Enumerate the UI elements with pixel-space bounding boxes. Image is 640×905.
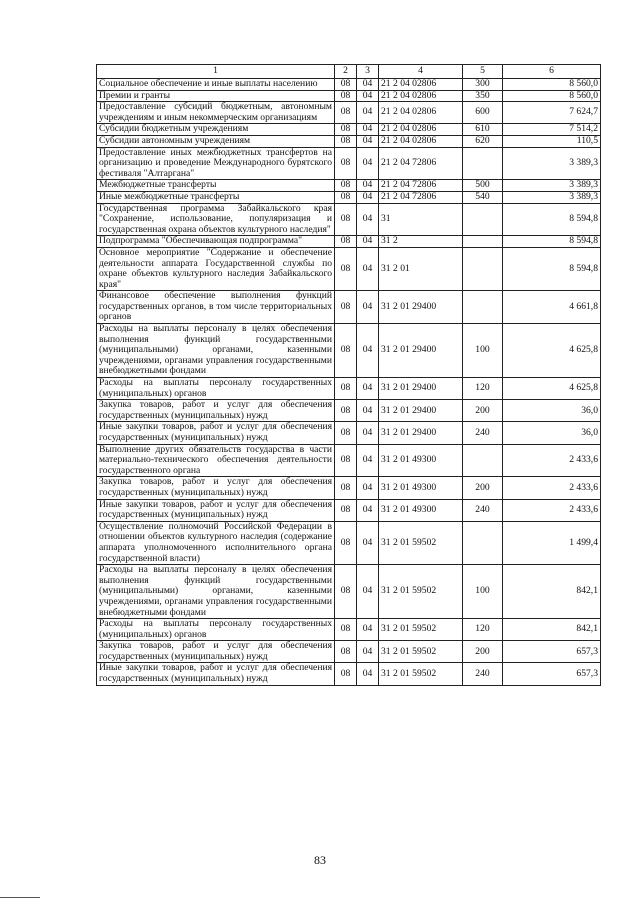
target-code-cell: 21 2 04 02806 <box>379 79 463 91</box>
row-name-cell: Государственная программа Забайкальского края "Сохранение, использование, популяризация и государственная охрана объектов культурного наследия" <box>97 203 335 236</box>
target-code-cell: 21 2 04 72806 <box>379 191 463 203</box>
amount-cell: 4 625,8 <box>503 378 601 400</box>
subsection-cell: 04 <box>357 180 379 192</box>
target-code-cell: 31 2 01 29400 <box>379 422 463 444</box>
subsection-cell: 04 <box>357 444 379 477</box>
row-name-cell: Закупка товаров, работ и услуг для обеспечения государственных (муниципальных) нужд <box>97 477 335 499</box>
section-cell: 08 <box>335 90 357 102</box>
section-cell: 08 <box>335 444 357 477</box>
row-name-cell: Закупка товаров, работ и услуг для обеспечения государственных (муниципальных) нужд <box>97 641 335 663</box>
table-row <box>97 291 601 324</box>
scan-edge-line <box>0 897 40 898</box>
amount-cell: 36,0 <box>503 400 601 422</box>
section-cell: 08 <box>335 324 357 378</box>
section-cell: 08 <box>335 400 357 422</box>
expense-type-cell: 120 <box>463 378 503 400</box>
row-name-cell: Расходы на выплаты персоналу в целях обеспечения выполнения функций государственными (муниципальными) органами, казенными учреждениями, органами управления государственными внебюджетными фондами <box>97 565 335 619</box>
subsection-cell: 04 <box>357 79 379 91</box>
header-cell: 1 <box>97 65 335 79</box>
row-name-cell: Основное мероприятие "Содержание и обеспечение деятельности аппарата Государственной службы по охране объектов культурного наследия Забайкальского края" <box>97 247 335 290</box>
amount-cell: 657,3 <box>503 641 601 663</box>
subsection-cell: 04 <box>357 147 379 180</box>
subsection-cell: 04 <box>357 291 379 324</box>
target-code-cell: 31 2 01 49300 <box>379 477 463 499</box>
table-row <box>97 124 601 136</box>
target-code-cell: 31 2 01 29400 <box>379 400 463 422</box>
expense-type-cell: 240 <box>463 422 503 444</box>
target-code-cell: 31 2 01 29400 <box>379 324 463 378</box>
table-row <box>97 641 601 663</box>
section-cell: 08 <box>335 102 357 124</box>
amount-cell: 4 625,8 <box>503 324 601 378</box>
expense-type-cell <box>463 236 503 248</box>
amount-cell: 3 389,3 <box>503 191 601 203</box>
amount-cell: 2 433,6 <box>503 477 601 499</box>
subsection-cell: 04 <box>357 641 379 663</box>
amount-cell: 3 389,3 <box>503 147 601 180</box>
expense-type-cell <box>463 444 503 477</box>
subsection-cell: 04 <box>357 565 379 619</box>
row-name-cell: Социальное обеспечение и иные выплаты населению <box>97 79 335 91</box>
subsection-cell: 04 <box>357 236 379 248</box>
row-name-cell: Предоставление субсидий бюджетным, автономным учреждениям и иным некоммерческим организациям <box>97 102 335 124</box>
table-row <box>97 324 601 378</box>
target-code-cell: 21 2 04 02806 <box>379 135 463 147</box>
subsection-cell: 04 <box>357 324 379 378</box>
amount-cell: 2 433,6 <box>503 499 601 521</box>
expense-type-cell: 600 <box>463 102 503 124</box>
amount-cell: 8 594,8 <box>503 247 601 290</box>
table-row <box>97 102 601 124</box>
row-name-cell: Осуществление полномочий Российской Федерации в отношении объектов культурного наследия (содержание аппарата уполномоченного исполнительного органа государственной власти) <box>97 521 335 564</box>
expense-type-cell: 500 <box>463 180 503 192</box>
table-row <box>97 79 601 91</box>
expense-type-cell <box>463 147 503 180</box>
expense-type-cell: 540 <box>463 191 503 203</box>
row-name-cell: Иные закупки товаров, работ и услуг для обеспечения государственных (муниципальных) нужд <box>97 422 335 444</box>
table-row <box>97 565 601 619</box>
amount-cell: 8 560,0 <box>503 79 601 91</box>
subsection-cell: 04 <box>357 203 379 236</box>
expense-type-cell: 240 <box>463 499 503 521</box>
section-cell: 08 <box>335 247 357 290</box>
amount-cell: 842,1 <box>503 619 601 641</box>
row-name-cell: Иные межбюджетные трансферты <box>97 191 335 203</box>
header-cell: 2 <box>335 65 357 79</box>
subsection-cell: 04 <box>357 521 379 564</box>
expense-type-cell: 620 <box>463 135 503 147</box>
table-row <box>97 191 601 203</box>
header-cell: 3 <box>357 65 379 79</box>
table-row <box>97 422 601 444</box>
expense-type-cell <box>463 521 503 564</box>
section-cell: 08 <box>335 422 357 444</box>
section-cell: 08 <box>335 236 357 248</box>
target-code-cell: 31 2 <box>379 236 463 248</box>
section-cell: 08 <box>335 291 357 324</box>
table-row <box>97 180 601 192</box>
row-name-cell: Субсидии автономным учреждениям <box>97 135 335 147</box>
subsection-cell: 04 <box>357 247 379 290</box>
table-row <box>97 90 601 102</box>
section-cell: 08 <box>335 135 357 147</box>
subsection-cell: 04 <box>357 422 379 444</box>
amount-cell: 8 560,0 <box>503 90 601 102</box>
row-name-cell: Премии и гранты <box>97 90 335 102</box>
amount-cell: 110,5 <box>503 135 601 147</box>
page-number: 83 <box>314 853 326 867</box>
header-cell: 5 <box>463 65 503 79</box>
amount-cell: 8 594,8 <box>503 203 601 236</box>
table-row <box>97 499 601 521</box>
row-name-cell: Расходы на выплаты персоналу государственных (муниципальных) органов <box>97 378 335 400</box>
table-row <box>97 236 601 248</box>
subsection-cell: 04 <box>357 102 379 124</box>
table-row <box>97 135 601 147</box>
section-cell: 08 <box>335 565 357 619</box>
amount-cell: 1 499,4 <box>503 521 601 564</box>
table-row <box>97 521 601 564</box>
section-cell: 08 <box>335 619 357 641</box>
expense-type-cell: 200 <box>463 477 503 499</box>
subsection-cell: 04 <box>357 663 379 685</box>
table-row <box>97 477 601 499</box>
expense-type-cell: 120 <box>463 619 503 641</box>
section-cell: 08 <box>335 147 357 180</box>
expense-type-cell: 100 <box>463 324 503 378</box>
target-code-cell: 31 2 01 <box>379 247 463 290</box>
expense-type-cell: 100 <box>463 565 503 619</box>
expense-type-cell: 610 <box>463 124 503 136</box>
table-row <box>97 663 601 685</box>
row-name-cell: Закупка товаров, работ и услуг для обеспечения государственных (муниципальных) нужд <box>97 400 335 422</box>
amount-cell: 3 389,3 <box>503 180 601 192</box>
section-cell: 08 <box>335 521 357 564</box>
target-code-cell: 31 2 01 29400 <box>379 291 463 324</box>
target-code-cell: 21 2 04 02806 <box>379 124 463 136</box>
section-cell: 08 <box>335 641 357 663</box>
table-row <box>97 619 601 641</box>
section-cell: 08 <box>335 180 357 192</box>
section-cell: 08 <box>335 663 357 685</box>
target-code-cell: 31 2 01 49300 <box>379 499 463 521</box>
row-name-cell: Иные закупки товаров, работ и услуг для обеспечения государственных (муниципальных) нужд <box>97 499 335 521</box>
table-row <box>97 247 601 290</box>
subsection-cell: 04 <box>357 477 379 499</box>
expense-type-cell: 240 <box>463 663 503 685</box>
amount-cell: 7 514,2 <box>503 124 601 136</box>
target-code-cell: 31 2 01 59502 <box>379 521 463 564</box>
row-name-cell: Расходы на выплаты персоналу в целях обеспечения выполнения функций государственными (муниципальными) органами, казенными учреждениями, органами управления государственными внебюджетными фондами <box>97 324 335 378</box>
target-code-cell: 31 2 01 59502 <box>379 619 463 641</box>
row-name-cell: Финансовое обеспечение выполнения функций государственных органов, в том числе территориальных органов <box>97 291 335 324</box>
amount-cell: 8 594,8 <box>503 236 601 248</box>
subsection-cell: 04 <box>357 191 379 203</box>
expense-type-cell <box>463 291 503 324</box>
row-name-cell: Субсидии бюджетным учреждениям <box>97 124 335 136</box>
section-cell: 08 <box>335 499 357 521</box>
amount-cell: 842,1 <box>503 565 601 619</box>
table-header-row <box>97 65 601 79</box>
subsection-cell: 04 <box>357 499 379 521</box>
subsection-cell: 04 <box>357 378 379 400</box>
row-name-cell: Иные закупки товаров, работ и услуг для обеспечения государственных (муниципальных) нужд <box>97 663 335 685</box>
table-row <box>97 203 601 236</box>
target-code-cell: 21 2 04 02806 <box>379 102 463 124</box>
target-code-cell: 21 2 04 72806 <box>379 147 463 180</box>
header-cell: 6 <box>503 65 601 79</box>
target-code-cell: 31 <box>379 203 463 236</box>
expense-type-cell: 200 <box>463 400 503 422</box>
section-cell: 08 <box>335 79 357 91</box>
target-code-cell: 21 2 04 72806 <box>379 180 463 192</box>
expense-type-cell: 350 <box>463 90 503 102</box>
target-code-cell: 31 2 01 49300 <box>379 444 463 477</box>
section-cell: 08 <box>335 203 357 236</box>
table-row <box>97 400 601 422</box>
amount-cell: 4 661,8 <box>503 291 601 324</box>
target-code-cell: 31 2 01 59502 <box>379 565 463 619</box>
amount-cell: 36,0 <box>503 422 601 444</box>
expense-type-cell: 300 <box>463 79 503 91</box>
target-code-cell: 31 2 01 59502 <box>379 641 463 663</box>
section-cell: 08 <box>335 124 357 136</box>
section-cell: 08 <box>335 191 357 203</box>
target-code-cell: 31 2 01 29400 <box>379 378 463 400</box>
section-cell: 08 <box>335 378 357 400</box>
subsection-cell: 04 <box>357 400 379 422</box>
row-name-cell: Расходы на выплаты персоналу государственных (муниципальных) органов <box>97 619 335 641</box>
amount-cell: 7 624,7 <box>503 102 601 124</box>
expense-type-cell <box>463 203 503 236</box>
amount-cell: 657,3 <box>503 663 601 685</box>
subsection-cell: 04 <box>357 619 379 641</box>
row-name-cell: Выполнение других обязательств государства в части материально-технического обеспечения деятельности государственного органа <box>97 444 335 477</box>
budget-table <box>96 64 601 686</box>
row-name-cell: Подпрограмма "Обеспечивающая подпрограмма" <box>97 236 335 248</box>
table-row <box>97 444 601 477</box>
table-body <box>97 79 601 686</box>
amount-cell: 2 433,6 <box>503 444 601 477</box>
target-code-cell: 21 2 04 02806 <box>379 90 463 102</box>
section-cell: 08 <box>335 477 357 499</box>
subsection-cell: 04 <box>357 124 379 136</box>
row-name-cell: Предоставление иных межбюджетных трансфертов на организацию и проведение Международного бурятского фестиваля "Алтаргана" <box>97 147 335 180</box>
expense-type-cell <box>463 247 503 290</box>
subsection-cell: 04 <box>357 135 379 147</box>
subsection-cell: 04 <box>357 90 379 102</box>
expense-type-cell: 200 <box>463 641 503 663</box>
header-cell: 4 <box>379 65 463 79</box>
target-code-cell: 31 2 01 59502 <box>379 663 463 685</box>
table-row <box>97 147 601 180</box>
row-name-cell: Межбюджетные трансферты <box>97 180 335 192</box>
table-row <box>97 378 601 400</box>
